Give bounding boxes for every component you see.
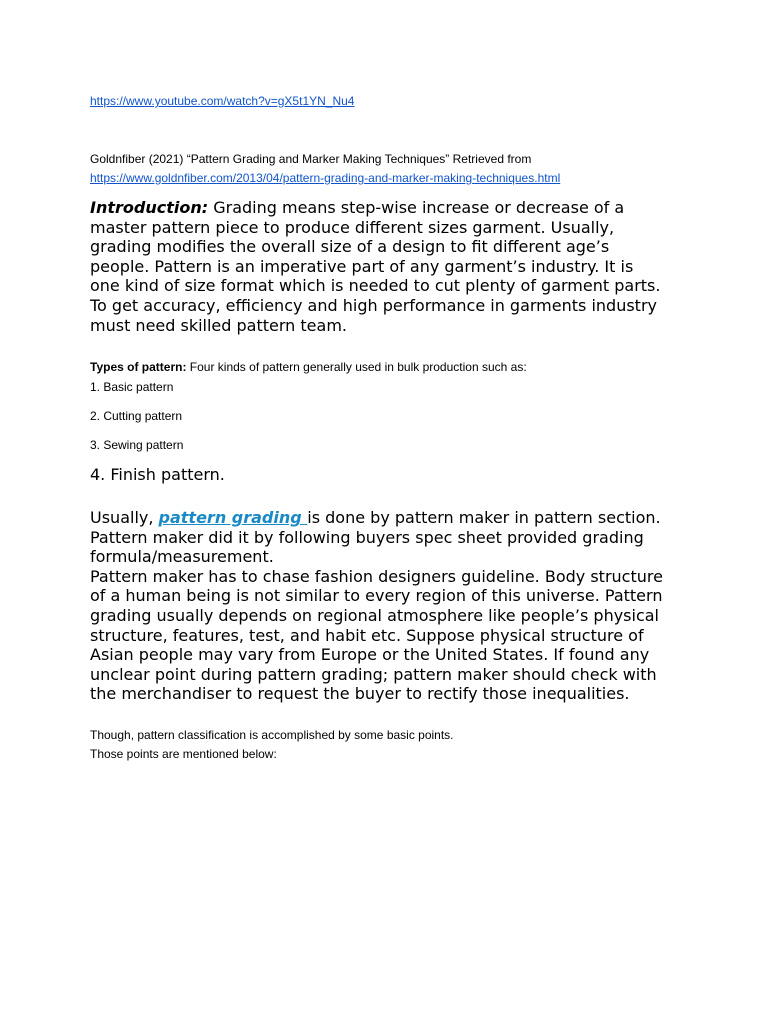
types-of-pattern-line (90, 358, 527, 377)
grading-line: unclear point during pattern grading; pattern maker should check with (90, 664, 657, 684)
citation-text: Goldnfiber (2021) “Pattern Grading and Marker Making Techniques” Retrieved from (90, 152, 532, 166)
grading-line-1 (90, 508, 710, 528)
grading-line: Pattern maker did it by following buyers spec sheet provided grading (90, 527, 644, 547)
pattern-list-item: 1. Basic pattern (90, 380, 174, 394)
types-label: Types of pattern: (90, 360, 187, 374)
intro-line-7: must need skilled pattern team. (90, 315, 347, 335)
closing-line-2: Those points are mentioned below: (90, 747, 277, 761)
intro-line-2: master pattern piece to produce different sizes garment. Usually, (90, 217, 615, 237)
grading-prefix: Usually, (90, 508, 159, 527)
grading-line: of a human being is not similar to every region of this universe. Pattern (90, 586, 663, 606)
grading-line-1-rest: is done by pattern maker in pattern section. (307, 508, 661, 527)
intro-line-1-text: Grading means step-wise increase or decrease of a (208, 198, 625, 217)
grading-line: structure, features, test, and habit etc. Suppose physical structure of (90, 625, 644, 645)
intro-line-1 (90, 198, 690, 218)
types-text: Four kinds of pattern generally used in bulk production such as: (186, 360, 527, 374)
grading-line: grading usually depends on regional atmosphere like people’s physical (90, 605, 659, 625)
pattern-list-item-4: 4. Finish pattern. (90, 465, 225, 484)
pattern-grading-link[interactable]: pattern grading (158, 508, 308, 527)
grading-line: formula/measurement. (90, 547, 274, 567)
goldnfiber-link[interactable]: https://www.goldnfiber.com/2013/04/pattern-grading-and-marker-making-techniques.html (90, 171, 561, 185)
grading-line: Pattern maker has to chase fashion designers guideline. Body structure (90, 566, 663, 586)
introduction-label: Introduction: (90, 198, 209, 217)
pattern-list-item: 2. Cutting pattern (90, 409, 183, 423)
youtube-link[interactable]: https://www.youtube.com/watch?v=gX5t1YN_Nu4 (90, 94, 355, 108)
pattern-list-item: 3. Sewing pattern (90, 438, 184, 452)
closing-line-1: Though, pattern classification is accomplished by some basic points. (90, 728, 454, 742)
intro-line-6: To get accuracy, efficiency and high performance in garments industry (90, 295, 657, 315)
introduction-paragraph (90, 198, 690, 335)
intro-line-5: one kind of size format which is needed to cut plenty of garment parts. (90, 276, 661, 296)
grading-line: Asian people may vary from Europe or the United States. If found any (90, 645, 650, 665)
intro-line-3: grading modifies the overall size of a design to fit different age’s (90, 237, 610, 257)
grading-paragraph (90, 508, 710, 704)
intro-line-4: people. Pattern is an imperative part of any garment’s industry. It is (90, 256, 634, 276)
grading-line: the merchandiser to request the buyer to rectify those inequalities. (90, 684, 630, 704)
